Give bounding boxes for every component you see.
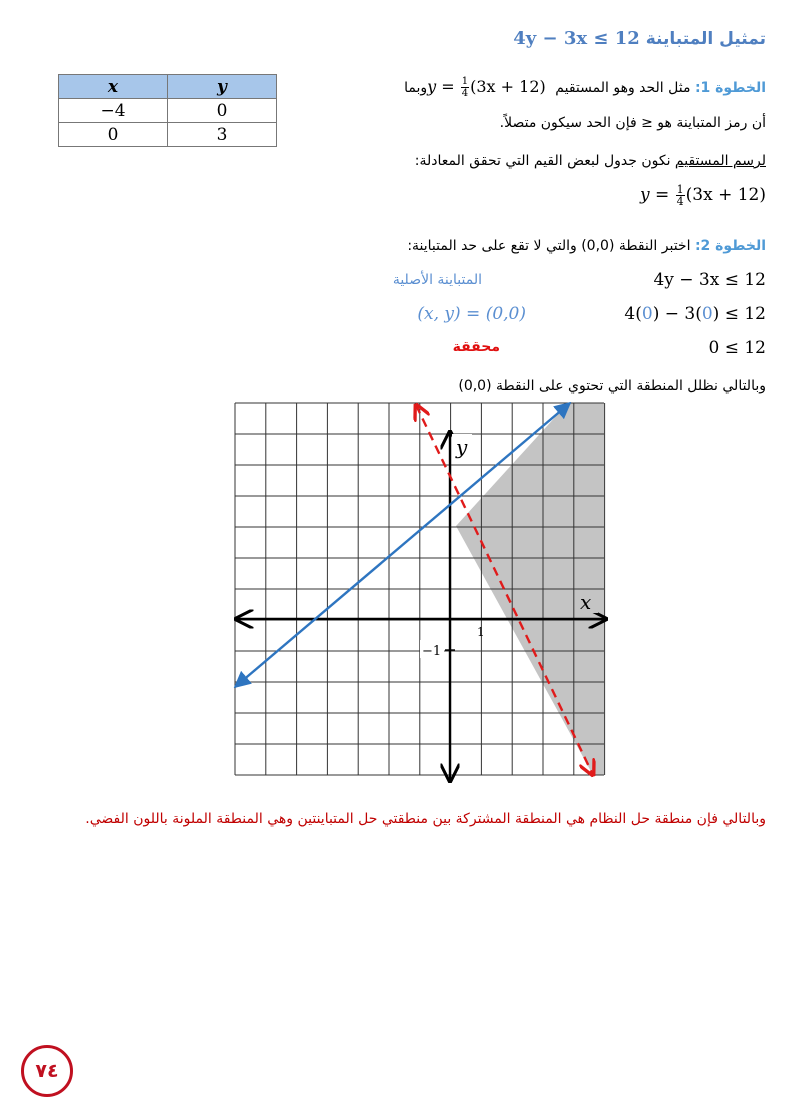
title-inequality: 4y − 3x ≤ 12 xyxy=(513,28,640,49)
equation-frac-num: 1 xyxy=(676,183,684,196)
check-row2-left: (x, y) = (0,0) xyxy=(417,304,526,324)
frac-num: 1 xyxy=(461,76,469,87)
table-row xyxy=(59,99,277,123)
step1-text-a: مثل الحد وهو المستقيم xyxy=(555,80,691,96)
step1-label: الخطوة 1: xyxy=(694,80,766,96)
conclusion-text: وبالتالي فإن منطقة حل النظام هي المنطقة المشتركة بين منطقتي حل المتباينتين وهي المنطقة الملونة باللون الفضي. xyxy=(85,811,766,827)
table-cell: 3 xyxy=(168,123,277,147)
check-r2-b: ) − 3( xyxy=(652,304,702,324)
step2-label: الخطوة 2: xyxy=(694,238,766,254)
line-equation xyxy=(640,184,766,207)
equation-fraction xyxy=(676,184,685,207)
y-tick-label: −1 xyxy=(422,644,442,659)
eq-lhs: y = xyxy=(427,77,455,96)
step1-equation xyxy=(427,76,551,99)
table-header-x: x xyxy=(59,75,168,99)
frac-den: 4 xyxy=(461,88,469,99)
step2-text: اختبر النقطة (0,0) والتي لا تقع على حد المتباينة: xyxy=(407,238,691,254)
table-cell: 0 xyxy=(59,123,168,147)
eq-rhs: (3x + 12) xyxy=(470,77,546,96)
table-cell: 0 xyxy=(168,99,277,123)
equation-rhs: (3x + 12) xyxy=(685,185,766,205)
step1-line1 xyxy=(404,76,766,99)
check-row3-right: 0 ≤ 12 xyxy=(708,338,766,358)
step1-text-b: وبما xyxy=(404,80,428,96)
check-r2-zero2: 0 xyxy=(701,304,713,324)
x-tick-label: 1 xyxy=(477,625,485,639)
check-r2-a: 4( xyxy=(624,304,642,324)
check-r2-zero1: 0 xyxy=(641,304,653,324)
check-row2-right xyxy=(624,304,766,324)
table-header-row xyxy=(59,75,277,99)
equation-lhs: y = xyxy=(639,185,670,205)
check-row1-right: 4y − 3x ≤ 12 xyxy=(653,270,766,290)
table-header-y: y xyxy=(168,75,277,99)
inequality-graph xyxy=(232,400,612,785)
title-text: تمثيل المتباينة xyxy=(645,29,766,49)
page-title xyxy=(513,28,766,49)
step1-line3-underlined: لرسم المستقيم xyxy=(674,153,766,169)
x-axis-label: x xyxy=(580,590,592,614)
step1-line3-rest: نكون جدول لبعض القيم التي تحقق المعادلة: xyxy=(414,153,675,169)
check-row1-left: المتباينة الأصلية xyxy=(392,272,482,288)
step2-line xyxy=(407,238,766,254)
check-row3-left: محققة xyxy=(452,339,500,355)
table-cell: −4 xyxy=(59,99,168,123)
check-r2-c: ) ≤ 12 xyxy=(712,304,766,324)
y-axis-label: y xyxy=(456,435,468,459)
shade-note: وبالتالي نظلل المنطقة التي تحتوي على النقطة (0,0) xyxy=(458,378,766,394)
equation-frac-den: 4 xyxy=(676,195,684,208)
page-number: ٧٤ xyxy=(21,1045,73,1097)
fraction xyxy=(461,76,469,99)
values-table xyxy=(58,74,277,147)
step1-line2: أن رمز المتباينة هو ≤ فإن الحد سيكون متصلاً. xyxy=(499,115,766,131)
table-row xyxy=(59,123,277,147)
step1-line3 xyxy=(415,153,766,169)
